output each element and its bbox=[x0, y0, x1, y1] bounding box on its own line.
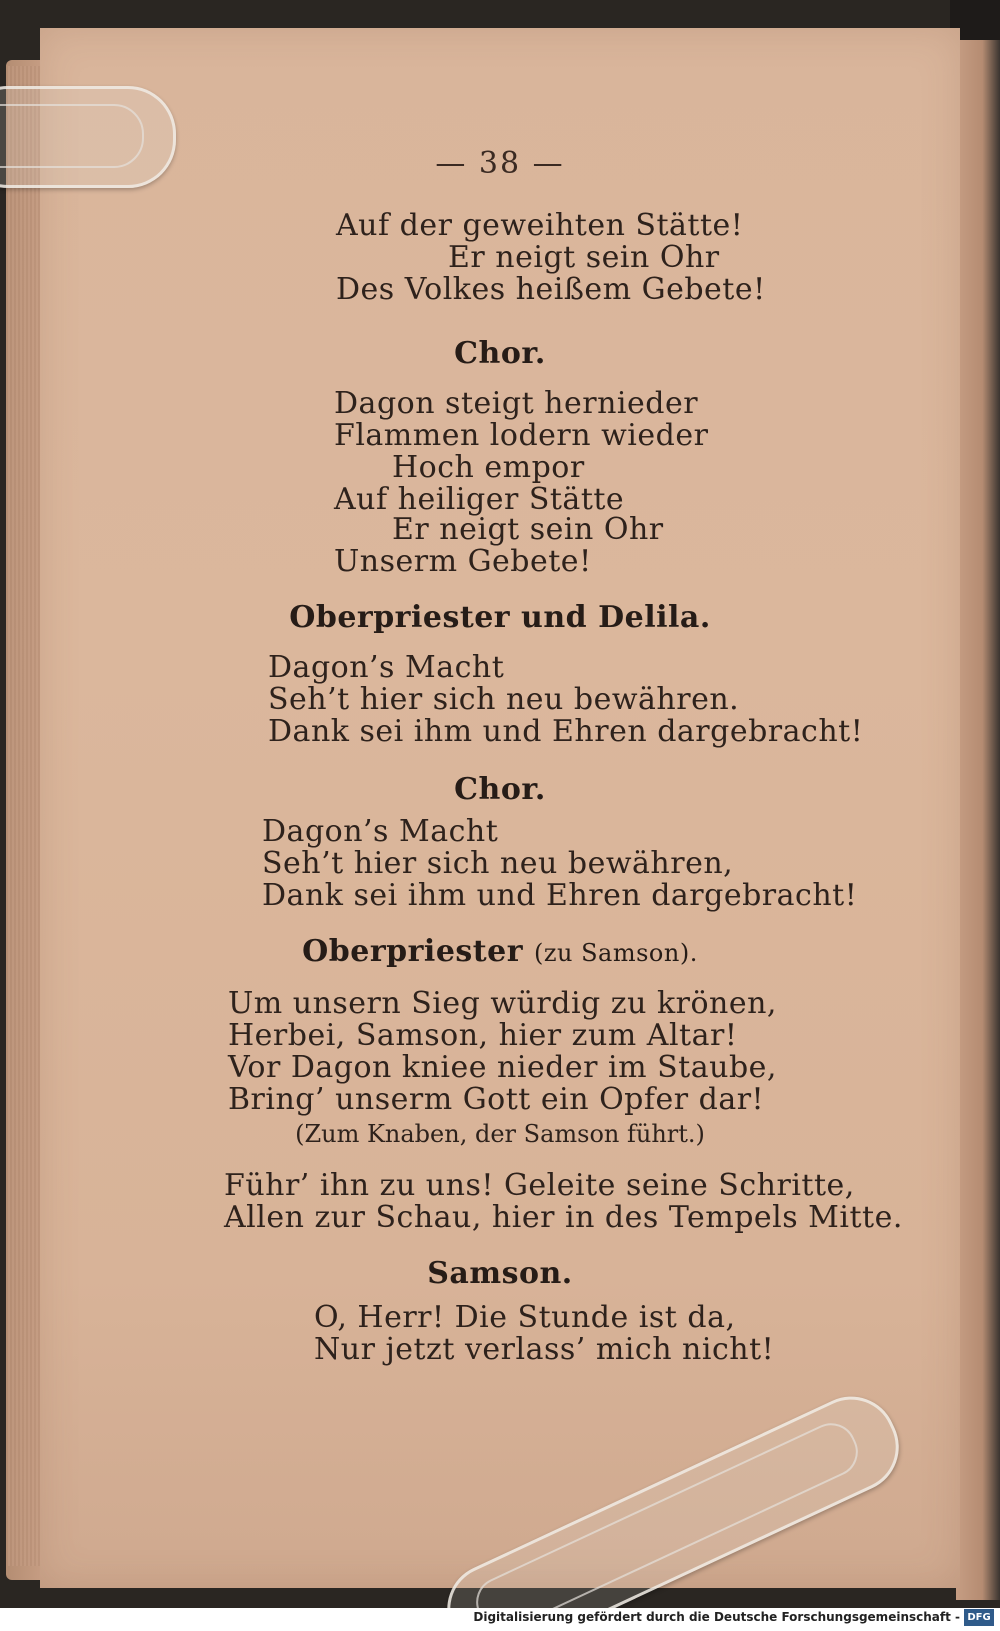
verse-line: Auf heiliger Stätte bbox=[334, 482, 625, 517]
section-heading: Oberpriester und Delila. bbox=[289, 600, 711, 635]
verse-line: Auf der geweihten Stätte! bbox=[336, 208, 744, 243]
verse-line: Seh’t hier sich neu bewähren. bbox=[268, 682, 740, 717]
stage-direction: (Zum Knaben, der Samson führt.) bbox=[295, 1120, 705, 1148]
section-heading: Oberpriester bbox=[302, 934, 524, 969]
section-heading: Chor. bbox=[454, 336, 546, 371]
verse-line: Allen zur Schau, hier in des Tempels Mitte. bbox=[224, 1200, 903, 1235]
page-number: — 38 — bbox=[435, 146, 565, 181]
verse-line: Vor Dagon kniee nieder im Staube, bbox=[228, 1050, 777, 1085]
verse-line: Dagon’s Macht bbox=[262, 814, 499, 849]
verse-line: Dank sei ihm und Ehren dargebracht! bbox=[262, 878, 858, 913]
verse-line: Herbei, Samson, hier zum Altar! bbox=[228, 1018, 738, 1053]
verse-line: Hoch empor bbox=[392, 450, 585, 485]
verse-line: Er neigt sein Ohr bbox=[448, 240, 720, 275]
paper-clip-top-inner bbox=[0, 104, 144, 168]
verse-line: O, Herr! Die Stunde ist da, bbox=[314, 1300, 736, 1335]
verse-line: Flammen lodern wieder bbox=[334, 418, 709, 453]
verse-line: Dagon steigt hernieder bbox=[334, 386, 699, 421]
verse-line: Nur jetzt verlass’ mich nicht! bbox=[314, 1332, 775, 1367]
verse-line: Um unsern Sieg würdig zu krönen, bbox=[228, 986, 777, 1021]
verse-line: Des Volkes heißem Gebete! bbox=[336, 272, 766, 307]
verse-line: Er neigt sein Ohr bbox=[392, 512, 664, 547]
verse-line: Dank sei ihm und Ehren dargebracht! bbox=[268, 714, 864, 749]
verse-line: Bring’ unserm Gott ein Opfer dar! bbox=[228, 1082, 765, 1117]
footer-credit: Digitalisierung gefördert durch die Deutsche Forschungsgemeinschaft - bbox=[473, 1610, 960, 1624]
verse-line: Unserm Gebete! bbox=[334, 544, 592, 579]
verse-line: Dagon’s Macht bbox=[268, 650, 505, 685]
verse-line: Führ’ ihn zu uns! Geleite seine Schritte, bbox=[224, 1168, 855, 1203]
page-edges-right bbox=[956, 40, 1000, 1600]
speaker-note: (zu Samson). bbox=[534, 939, 698, 967]
section-heading: Samson. bbox=[427, 1256, 573, 1291]
section-heading-with-note bbox=[0, 934, 1000, 969]
dfg-logo: DFG bbox=[964, 1609, 994, 1626]
section-heading: Chor. bbox=[454, 772, 546, 807]
verse-line: Seh’t hier sich neu bewähren, bbox=[262, 846, 734, 881]
